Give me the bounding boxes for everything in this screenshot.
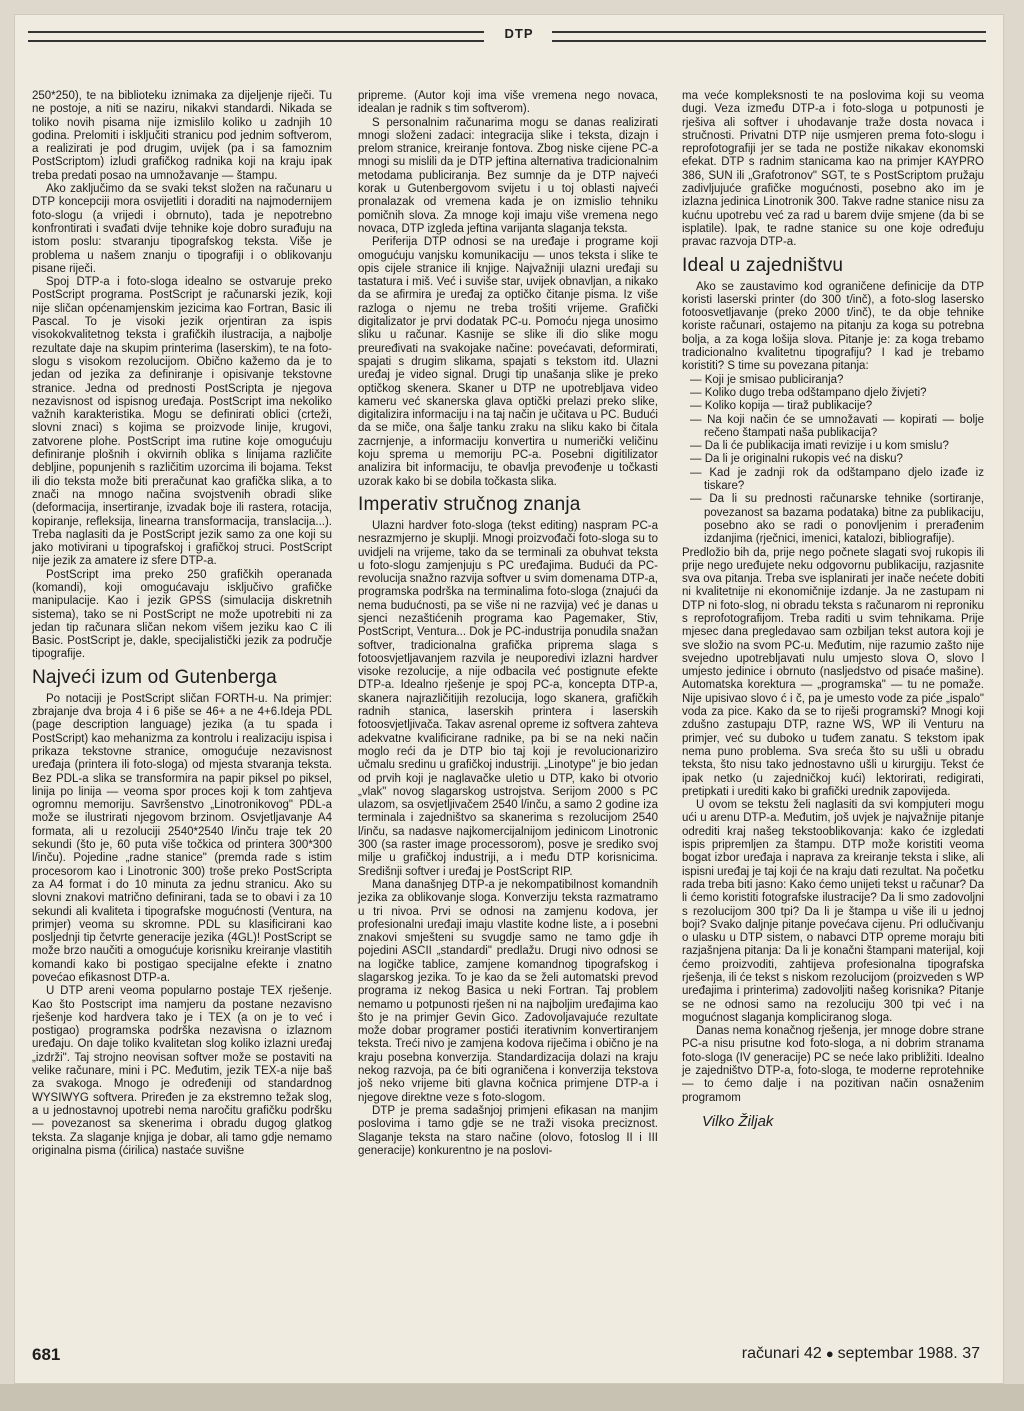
column-2 [358, 90, 658, 1158]
list-item: — Da li će publikacija imati revizije i u kom smislu? [682, 440, 984, 453]
paragraph: S personalnim računarima mogu se danas realizirati mnogi složeni zadaci: integracija slike i teksta, dizajn i prelom stranice, kreiranje fontova. Zbog niske cijene PC-a mnogi su mislili da je DTP jeftina alternativa tradicionalnim metodama publiciranja. Bez sumnje da je DTP najveći korak u Gutenbergovom svijetu i u toj oblasti najveći pronalazak od vremena kada je on izmislio tehniku pomičnih slova. Za mnoge koji imaju više vremena nego novaca, DTP izgleda jeftina varijanta slaganja teksta. [358, 116, 658, 235]
list-item: — Da li su prednosti računarske tehnike (sortiranje, povezanost sa bazama podataka) bitne za publikaciju, posebno ako se radi o ponovljenim i prerađenim izdanjima (rječnici, imenici, katalozi, bibliografije). [682, 493, 984, 546]
paragraph: Periferija DTP odnosi se na uređaje i programe koji omogućuju vanjsku komunikaciju — unos teksta i slike te opis cijele stranice ili knjige. Najvažniji ulazni uređaji su tastatura i miš. Već i suviše star, uvijek obnavljan, a nikako da se afirmira je uređaj za optičko čitanje pisma. Iz više razloga o njemu ne treba trošiti vrijeme. Grafički digitalizator je prvi dodatak PC-u. Pomoću njega unosimo sliku u računar. Kasnije se slike ili dio slike mogu preuređivati na svakojake načine: povećavati, deformirati, spajati s drugim slikama, spajati s tekstom itd. Ulazni uređaj je video signal. Drugi tip unašanja slike je preko optičkog skenera. Skaner u DTP ne upotrebljava video kameru već skanerska glava optički prelazi preko slike, digitalizira informaciju i na taj način je učitava u PC. Budući da se miče, ona šalje tanku zraku na sliku kako bi čitala zacrnjenje, a informaciju konvertira u numerički veličinu koju sprema u memoriju PC-a. Posebni digitilizator analizira bit informaciju, te obavlja prevođenje u točkasti uzorak kako bi se dobila točkasta slika. [358, 236, 658, 488]
author-signature: Vilko Žiljak [702, 1112, 774, 1130]
section-header [28, 26, 986, 44]
paragraph: DTP je prema sadašnjoj primjeni efikasan na manjim poslovima i tamo gdje se ne traži visoka preciznost. Slaganje teksta na staro načine (olovo, fotoslog II i III generacije) konkurentno je na poslovi- [358, 1104, 658, 1157]
issue-date: septembar 1988. [837, 1345, 958, 1362]
header-rule-left [28, 31, 484, 42]
paragraph: U ovom se tekstu želi naglasiti da svi kompjuteri mogu ući u arenu DTP-a. Međutim, još uvjek je najvažnije pitanje odrediti kraj našeg tekstooblikovanja: kako će izgledati ispis pripremljen za štampu. DTP može koristiti veoma bogat izbor uređaja i naprava za kreiranje teksta i slike, ali ispisni uređaj je taj koji će na kraju dati rezultat. Na početku rada treba biti jasno: Kako ćemo unijeti tekst u računar? Da li ćemo koristiti fotografske ilustracije? Da li smo zadovoljni s rezolucijom 300 tpi? Da li je štampa u više ili u jednoj boji? Svako daljnje pitanje povećava cijenu. Pri odlučivanju o ulasku u DTP sistem, o nabavci DTP opreme moraju biti razjašnjena pitanja: Da li je konačni štampani materijal, koji ćemo proizvoditi, zahtijeva profesionalna tipografska rješenja, ili će tekst s niskom rezolucijom (proizveden s WP uređajima i printerima) zadovoljiti našeg korisnika? Pitanje se ne odnosi samo na rezoluciju 300 tpi već i na mogućnost slaganja kompliciranog sloga. [682, 799, 984, 1024]
paragraph: pripreme. (Autor koji ima više vremena nego novaca, idealan je radnik s tim softverom). [358, 90, 658, 116]
paragraph: Ako se zaustavimo kod ograničene definicije da DTP koristi laserski printer (do 300 t/inč), a foto-slog lasersko fotoosvetljavanje (preko 2000 t/inč), te da obje tehnike koriste računari, ostajemo na pitanju za koga su potrebna bolja, a za koga lošija slova. Pitanje je: za koga trebamo tradicionalno kvalitetnu tipografiju? I kad je trebamo koristiti? S time su povezana pitanja: [682, 280, 984, 373]
section-heading: Imperativ stručnog znanja [358, 493, 581, 515]
scan-edge [0, 1384, 1024, 1411]
paragraph: Ako zaključimo da se svaki tekst složen na računaru u DTP koncepciji mora osvijetliti i doraditi na najmodernijem foto-slogu (a vrijedi i obrnuto), tada je nepotrebno konfrontirati i svađati dvije tehnike koje dobro surađuju na istom poslu: stvaranju tipografskog teksta. Više je problema u našem znanju o tipografiji i o oblikovanju pisane riječi. [32, 183, 332, 275]
paragraph: ma veće kompleksnosti te na poslovima koji su veoma dugi. Veza između DTP-a i foto-sloga u potpunosti je rješiva ali softver i uhodavanje traže dosta novaca i stručnosti. Privatni DTP nije usmjeren prema foto-slogu i reprofotografiji jer se tada ne postiže nikakav ekonomski efekat. DTP s radnim stanicama kao na primjer KAYPRO 386, SUN ili „Grafotronov" SGT, te s PostScriptom pružaju zadivljujuće grafičke mogućnosti, posebno ako im je izlazna jedinica Linotronik 300. Takve radne stanice nisu za kućnu upotrebu već za rad u barem dvije smjene (da bi se isplatile). Ipak, te radne stanice su one koje određuju pravac razvoja DTP-a. [682, 90, 984, 249]
column-1 [32, 90, 332, 1158]
list-item: — Na koji način će se umnožavati — kopirati — bolje rečeno štampati naša publikacija? [682, 414, 984, 441]
issue-line [742, 1345, 980, 1363]
publication-name: računari 42 [741, 1345, 822, 1362]
paragraph: PostScript ima preko 250 grafičkih operanada (komandi), koji omogućavaju isključivo grafičke manipulacije. Kao i jezik GPSS (simulacija diskretnih sistema), tako se ni PostScript ne može upotrebiti ni za jedan tip računara sličan nekom višem jeziku kao C ili Basic. PostScript je, dakle, specijalistički jezik za područje tipografije. [32, 568, 332, 661]
list-item: — Koliko dugo treba odštampano djelo živjeti? [682, 387, 984, 400]
list-item: — Kad je zadnji rok da odštampano djelo izađe iz tiskare? [682, 467, 984, 494]
section-heading: Ideal u zajedništvu [682, 254, 844, 276]
paragraph: 250*250), te na biblioteku iznimaka za dijeljenje riječi. Tu ne postoje, a niti se naziru, nikakvi standardi. Nikada se toliko novih pisama nije izmislilo koliko u zadnjih 10 godina. Prelomiti i isključiti stranicu pod jednim softverom, a realizirati je pod drugim, uvijek (pa i sa famoznim PostScriptom) izludi grafičkog radnika koji na kraju ipak treba predati posao na umnožavanje — štampu. [32, 90, 332, 182]
issue-page: 37 [962, 1345, 980, 1362]
paragraph: Po notaciji je PostScript sličan FORTH-u. Na primjer: zbrajanje dva broja 4 i 6 piše se 46+ a ne 4+6.Ideja PDL (page description language) jezika (a tu spada i PostScript) kao mehanizma za kontrolu i realizaciju ispisa i prikaza tekstovne stranice, omogućuje nezavisnost uređaja (printera ili foto-sloga) od mjesta stvaranja teksta. Bez PDL-a slika se transformira na papir piksel po piksel, linija po linija — veoma spor proces koji k tom zahtjeva ogromnu memoriju. Savršenstvo „Linotronikovog" PDL-a može se ilustrirati njegovom brzinom. Osvjetljavanje A4 formata, ali u rezoluciji 2540*2540 l/inču traje tek 20 sekundi (što je, 60 puta više točkica od printera 300*300 l/inču). Pojedine „radne stanice" (premda rade s istim procesorom kao i Linotronic 300) troše preko PostScripta za A4 format i do 10 minuta za jednu stranicu. Ako su slovni znakovi matrično definirani, tada se to obavi i za 10 sekundi ali kvaliteta i tipografske mogućnosti (Ventura, na primjer) veoma su skromne. PDL su klasificirani kao posljednji tip četvrte generacije jezika (4GL)! PostScript se može brzo naučiti a omogućuje korisniku kreiranje vlastitih komandi kako bi postigao specijalne efekte i znatno povećao efikasnost DTP-a. [32, 692, 332, 984]
column-3 [682, 90, 984, 1128]
list-item: — Da li je originalni rukopis već na disku? [682, 453, 984, 466]
question-list [682, 374, 984, 547]
paragraph: Spoj DTP-a i foto-sloga idealno se ostvaruje preko PostScript programa. PostScript je računarski jezik, koji nije sličan općenamjenskim jezicima kao Fortran, Basic ili Pascal. To je visoki jezik orjentiran za ispis visokokvalitetnog teksta i grafičkih ilustracija, a najbolje rezultate daje na skupim printerima (laserskim), te na foto-slogu s visokom rezolucijom. Obično kažemo da je to jedan od jezika za definiranje i opisivanje tekstovne stranice. Jedna od prednosti PostScripta je njegova nezavisnost od ispisnog uređaja. PostScript ima nekoliko važnih karakteristika. Mogu se definirati oblici (crteži, slovni znaci) s kojima se proizvode linije, krugovi, zatvorene plohe. PostScript ima rutine koje omogućuju definiranje plošnih i okvirnih oblika s linijama različite debljine, popunjenih s različitim uzorcima ili bojama. Tekst ili dio teksta može biti preračunat kao grafička slika, a to znači na mnogo načina svojstvenih obradi slike (deformacija, insertiranje, izvadak boje ili rastera, rotacija, kopiranje, refleksija, linearna transformacija, translacija...). Treba naglasiti da je PostScript jezik samo za one koji su jako motivirani u tipografskoj i grafičkoj struci. PostScript nije jezik za amatere iz sfere DTP-a. [32, 276, 332, 568]
paragraph: Ulazni hardver foto-sloga (tekst editing) naspram PC-a nesrazmjerno je skuplji. Mnogi proizvođači foto-sloga su to uvidjeli na vrijeme, tako da se terminali za obuhvat teksta u foto-slogu zamjenjuju s PC uređajima. Budući da PC-revolucija snažno razvija softver u svim domenama DTP-a, programska podrška na terminalima foto-sloga (znajući da nema budućnosti, pa se više ni ne razvija) već je danas u sjenci nezaštićenih programa kao Pagemaker, Stiv, PostScript, Ventura... Dok je PC-industrija ponudila snažan softver, tradicionalna grafička priprema slaga s fotoosvjetljavanjem razvila je neuporedivi izlazni hardver visoke rezolucije, a nije odbacila već postignute efekte DTP-a. Idealno rješenje je spoj PC-a, koncepta DTP-a, skanera najrazličitijih rezolucija, logo skanera, grafičkih radnih stanica, laserskih printera i laserskih fotoosvjetljivača. Takav asrenal opreme iz softvera zahteva adekvatne kvalificirane radnike, pa bi se na neki način moglo reći da je DTP bio taj koji je revolucionariziro učmalu sredinu u grafičkoj industriji. „Linotype" je bio jedan od prvih koji je naglavačke uletio u DTP, kako bi otvorio „vlak" novog slagarskog ustrojstva. Serijom 2000 s PC ulazom, sa osvjetljivačem 2540 l/inču, a samo 2 godine iza terminala i zajedništvo sa skanerima s rezolucijom 2540 l/inču, sa nadasve najkomercijalnijom jedinicom Linotronic 300 (sa raster image processorom), posve je srediko svoj milje u grafičkoj industriji, a i među DTP korisnicima. Središnji softver i uređaj je PostScript RIP. [358, 519, 658, 878]
header-rule-right [552, 31, 986, 42]
page-footer [32, 1345, 980, 1369]
section-heading: Najveći izum od Gutenberga [32, 666, 277, 688]
paragraph: Predložio bih da, prije nego počnete slagati svoj rukopis ili prije nego uređujete neku odgovornu publikaciju, razjasnite sva ova pitanja. Treba sve isplanirati jer inače nećete dobiti ni kvalitetnije ni ekonomičnije izdanje. Ja ne zastupam ni DTP ni foto-slog, ni obradu teksta s računarom ni reproniku s reprofotografijom. Treba raditi u svim tehnikama. Prije mjesec dana pregledavao sam ozbiljan tekst autora koji je sve složio na svom PC-u. Međutim, nije razumio zašto nije svejedno upotrebljavati nulu umjesto slova O, slovo l umjesto jedinice i obrnuto (nasljedstvo od pisaće mašine). Automatska korektura — „programska" — tu ne pomaže. Nije upisivao slovo ć i č, pa je umesto vode za piće „ispalo" voda za pice. Kako da se to riješi programski? Mnogi koji zdušno zastupaju DTP, razne WS, WP ili Venturu na primjer, već su duboko u tuđem zanatu. S tekstom ipak nema puno problema. Sva sreća što su ušli u obradu teksta, što nisu tako jednostavno ušli u kirurgiju. Tekst će ipak netko (u zajedničkoj kući) lektorirati, redigirati, pretipkati i urediti kako bi grafički urednik zapovijeda. [682, 546, 984, 798]
magazine-page [14, 14, 1004, 1384]
paragraph: Mana današnjeg DTP-a je nekompatibilnost komandnih jezika za oblikovanje sloga. Konverziju teksta razmatramo u tri nivoa. Prvi se odnosi na zamjenu kodova, jer profesionalni uređaji imaju vlastite kodne liste, a i posebni znakovi smješteni su svugdje samo ne tamo gdje ih pojedini ASCII „standardi" predlažu. Drugi nivo odnosi se na logičke tablice, zamjene komandnog tipografskog i slagarskog jezika. To je kao da se želi automatski prevod programa iz nekog Basica u neki Fortran. Taj problem nemamo u potpunosti rješen ni na najboljim uređajima kao što je na primjer Gevin Gico. Zadovoljavajuće rezultate može dobar programer postići iterativnim konvertiranjem teksta. Treći nivo je zamjena kodova riječima i obično je na kraju posebna konverzija. Standardizacija dolazi na kraju nekog razvoja, pa će biti ograničena i konverzija tekstova još neko vrijeme biti glavna kočnica primjene DTP-a i njegove direktne veze s foto-slogom. [358, 878, 658, 1104]
bullet-icon: ● [825, 1346, 834, 1361]
list-item: — Koliko kopija — tiraž publikacije? [682, 400, 984, 413]
section-tag: DTP [504, 26, 534, 41]
paragraph: U DTP areni veoma popularno postaje TEX rješenje. Kao što Postscript ima namjeru da postane nezavisno rješenje kod hardvera tako je i TEX (a on je to već i postigao) programska podrška nezavisna o izlaznom uređaju. On daje toliko kvalitetan slog koliko izlazni uređaj „izdrži". Taj strojno neovisan softver može se postaviti na velike računare, mini i PC. Međutim, jezik TEX-a nije baš za svakoga. Mnogo je određeniji od standardnog WYSIWYG softvera. Priređen je za ekstremno težak slog, a u jednostavnoj upotrebi nema naročitu grafičku podršku — povezanost sa skenerima i obradu dugog glatkog teksta. Za slaganje knjiga je dobar, ali tamo gdje nemamo originalna pisma (ćirilica) nastaće suvišne [32, 985, 332, 1157]
paragraph: Danas nema konačnog rješenja, jer mnoge dobre strane PC-a nisu prisutne kod foto-sloga, a ni dobrim stranama foto-sloga (IV generacije) PC se neće lako približiti. Idealno je zajedništvo DTP-a, foto-sloga, te moderne reprotehnike — to ćemo dalje i na pozitivan način osnaženim programom [682, 1025, 984, 1104]
page-number: 681 [32, 1345, 61, 1364]
list-item: — Koji je smisao publiciranja? [682, 374, 984, 387]
